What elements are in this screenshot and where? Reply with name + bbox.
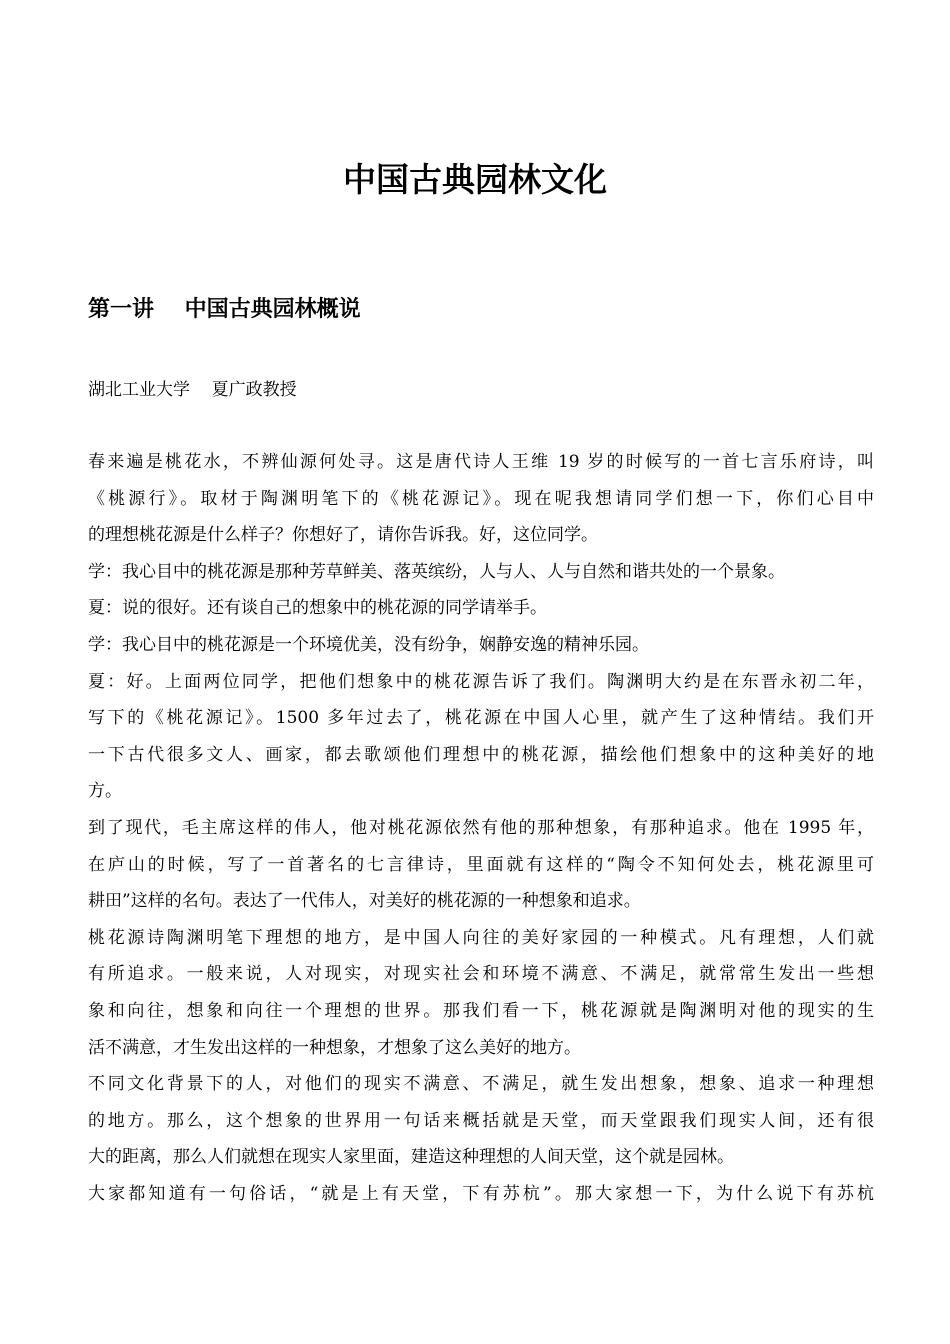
text-line: 象和向往，想象和向往一个理想的世界。那我们看一下，桃花源就是陶渊明对他的现实的生 (88, 1000, 874, 1021)
text-line: 春来遍是桃花水，不辨仙源何处寻。这是唐代诗人王维 19 岁的时候写的一首七言乐府诗，叫 (88, 452, 874, 472)
text-line: 大家都知道有一句俗话，“就是上有天堂，下有苏杭”。那大家想一下，为什么说下有苏杭 (88, 1183, 874, 1204)
text-line: 耕田”这样的名句。表达了一代伟人，对美好的桃花源的一种想象和追求。 (88, 891, 641, 912)
text-line: 的地方。那么，这个想象的世界用一句话来概括就是天堂，而天堂跟我们现实人间，还有很 (88, 1110, 874, 1131)
body-text (88, 444, 874, 1212)
text-line: 一下古代很多文人、画家，都去歌颂他们理想中的桃花源，描绘他们想象中的这种美好的地 (88, 744, 874, 765)
text-line: 《桃源行》。取材于陶渊明笔下的《桃花源记》。现在呢我想请同学们想一下，你们心目中 (88, 488, 874, 509)
text-line: 的理想桃花源是什么样子？你想好了，请你告诉我。好，这位同学。 (88, 525, 598, 546)
text-line: 大的距离，那么人们就想在现实人家里面，建造这种理想的人间天堂，这个就是园林。 (88, 1147, 734, 1168)
author-line: 湖北工业大学 夏广政教授 (88, 380, 297, 400)
text-line: 学：我心目中的桃花源是一个环境优美，没有纷争，娴静安逸的精神乐园。 (88, 634, 649, 655)
text-line: 有所追求。一般来说，人对现实，对现实社会和环境不满意、不满足，就常常生发出一些想 (88, 964, 874, 985)
text-line: 在庐山的时候，写了一首著名的七言律诗，里面就有这样的“陶令不知何处去，桃花源里可 (88, 854, 874, 875)
text-line: 夏：好。上面两位同学，把他们想象中的桃花源告诉了我们。陶渊明大约是在东晋永初二年， (88, 671, 874, 692)
lecture-heading: 第一讲 中国古典园林概说 (88, 297, 361, 322)
text-line: 活不满意，才生发出这样的一种想象，才想象了这么美好的地方。 (88, 1037, 581, 1058)
document-title: 中国古典园林文化 (343, 160, 607, 199)
text-line: 写下的《桃花源记》。1500 多年过去了，桃花源在中国人心里，就产生了这种情结。我们开 (88, 708, 874, 729)
text-line: 桃花源诗陶渊明笔下理想的地方，是中国人向往的美好家园的一种模式。凡有理想，人们就 (88, 927, 874, 948)
text-line: 学：我心目中的桃花源是那种芳草鲜美、落英缤纷，人与人、人与自然和谐共处的一个景象。 (88, 561, 785, 582)
text-line: 方。 (88, 781, 122, 802)
text-line: 到了现代，毛主席这样的伟人，他对桃花源依然有他的那种想象，有那种追求。他在 1995 年， (88, 817, 874, 838)
text-line: 夏：说的很好。还有谈自己的想象中的桃花源的同学请举手。 (88, 598, 547, 619)
text-line: 不同文化背景下的人，对他们的现实不满意、不满足，就生发出想象，想象、追求一种理想 (88, 1074, 874, 1095)
